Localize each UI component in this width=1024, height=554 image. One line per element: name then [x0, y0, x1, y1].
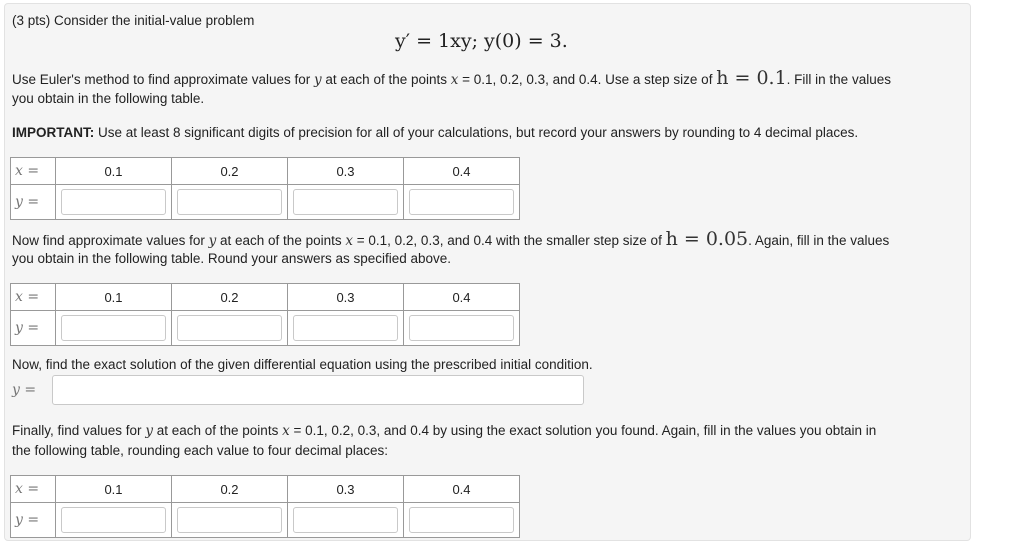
exact-y-label: y =	[12, 382, 37, 398]
y-input-exact-4[interactable]	[409, 507, 514, 533]
euler2-paragraph-line2: you obtain in the following table. Round your answers as specified above.	[12, 251, 452, 266]
y-input-exact-3[interactable]	[293, 507, 398, 533]
x-value: 0.1	[56, 158, 172, 185]
y-input-h01-1[interactable]	[61, 189, 166, 215]
x-label: x =	[11, 158, 56, 185]
x-value: 0.2	[172, 284, 288, 311]
y-input-h005-4[interactable]	[409, 315, 514, 341]
problem-intro: (3 pts) Consider the initial-value problem	[12, 13, 255, 28]
problem-equation: y′ = 1xy; y(0) = 3.	[395, 30, 568, 52]
x-value: 0.2	[172, 476, 288, 503]
y-label: y =	[11, 311, 56, 346]
x-value: 0.1	[56, 284, 172, 311]
y-input-exact-1[interactable]	[61, 507, 166, 533]
exact-solution-input[interactable]	[52, 375, 584, 405]
x-value: 0.4	[404, 158, 520, 185]
y-input-h01-2[interactable]	[177, 189, 282, 215]
euler-h005-table	[10, 283, 520, 346]
x-value: 0.1	[56, 476, 172, 503]
x-value: 0.3	[288, 158, 404, 185]
y-input-h005-2[interactable]	[177, 315, 282, 341]
x-label: x =	[11, 476, 56, 503]
euler2-paragraph: Now find approximate values for y at each of the points x = 0.1, 0.2, 0.3, and 0.4 with the smaller step size of h = 0.05. Again, fill in the values	[12, 228, 890, 250]
final-paragraph-line2: the following table, rounding each value to four decimal places:	[12, 443, 388, 458]
euler-h01-table	[10, 157, 520, 220]
y-input-h01-4[interactable]	[409, 189, 514, 215]
x-value: 0.3	[288, 476, 404, 503]
euler1-paragraph: Use Euler's method to find approximate values for y at each of the points x = 0.1, 0.2, 0.3, and 0.4. Use a step size of h = 0.1. Fill in the values	[12, 67, 891, 89]
y-input-h005-1[interactable]	[61, 315, 166, 341]
x-value: 0.4	[404, 476, 520, 503]
x-label: x =	[11, 284, 56, 311]
y-input-exact-2[interactable]	[177, 507, 282, 533]
y-input-h005-3[interactable]	[293, 315, 398, 341]
important-note: IMPORTANT: Use at least 8 significant digits of precision for all of your calculations, but record your answers by rounding to 4 decimal places.	[12, 125, 859, 140]
final-paragraph: Finally, find values for y at each of the points x = 0.1, 0.2, 0.3, and 0.4 by using the exact solution you found. Again, fill in the values you obtain in	[12, 423, 877, 439]
exact-solution-prompt: Now, find the exact solution of the given differential equation using the prescribed initial condition.	[12, 357, 593, 372]
euler1-paragraph-line2: you obtain in the following table.	[12, 91, 205, 106]
y-label: y =	[11, 503, 56, 538]
exact-values-table	[10, 475, 520, 538]
x-value: 0.4	[404, 284, 520, 311]
y-input-h01-3[interactable]	[293, 189, 398, 215]
x-value: 0.2	[172, 158, 288, 185]
y-label: y =	[11, 185, 56, 220]
x-value: 0.3	[288, 284, 404, 311]
